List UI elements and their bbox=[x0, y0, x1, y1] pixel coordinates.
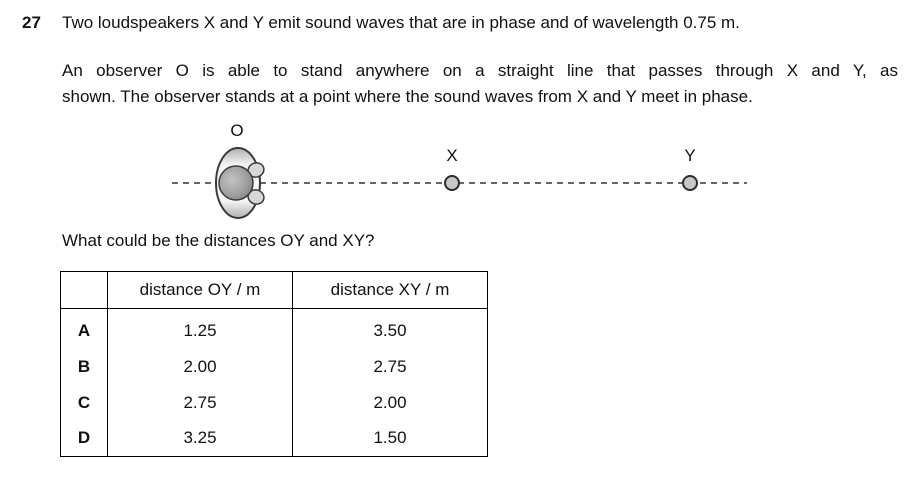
point-y-marker bbox=[683, 176, 697, 190]
table-row-option-c bbox=[61, 385, 488, 421]
question-intro-text: Two loudspeakers X and Y emit sound waves that are in phase and of wavelength 0.75 m. bbox=[62, 13, 740, 32]
table-header-row bbox=[61, 272, 488, 309]
column-header-xy: distance XY / m bbox=[293, 272, 488, 309]
option-letter-d: D bbox=[61, 421, 108, 457]
diagram-graphics bbox=[0, 118, 923, 230]
option-a-oy-value: 1.25 bbox=[108, 309, 293, 349]
question-prompt: What could be the distances OY and XY? bbox=[62, 231, 375, 250]
point-y-label: Y bbox=[684, 146, 696, 165]
question-number: 27 bbox=[22, 13, 41, 32]
option-letter-b: B bbox=[61, 349, 108, 385]
table-row-option-d bbox=[61, 421, 488, 457]
table-row-option-a bbox=[61, 309, 488, 349]
observer-icon bbox=[216, 148, 266, 218]
option-d-xy-value: 1.50 bbox=[293, 421, 488, 457]
question-body-line2: shown. The observer stands at a point where the sound waves from X and Y meet in phase. bbox=[62, 87, 753, 106]
option-c-xy-value: 2.00 bbox=[293, 385, 488, 421]
point-x-label: X bbox=[446, 146, 458, 165]
question-body-line1: An observer O is able to stand anywhere on a straight line that passes through X and Y, as bbox=[62, 61, 898, 80]
option-letter-a: A bbox=[61, 309, 108, 349]
observer-label: O bbox=[230, 121, 244, 140]
option-a-xy-value: 3.50 bbox=[293, 309, 488, 349]
point-x-marker bbox=[445, 176, 459, 190]
table-corner-cell bbox=[61, 272, 108, 309]
option-letter-c: C bbox=[61, 385, 108, 421]
option-b-xy-value: 2.75 bbox=[293, 349, 488, 385]
table-row-option-b bbox=[61, 349, 488, 385]
column-header-oy: distance OY / m bbox=[108, 272, 293, 309]
answer-options-table bbox=[60, 271, 488, 457]
option-d-oy-value: 3.25 bbox=[108, 421, 293, 457]
option-c-oy-value: 2.75 bbox=[108, 385, 293, 421]
question-body-paragraph bbox=[62, 58, 898, 110]
loudspeaker-diagram bbox=[0, 118, 923, 230]
option-b-oy-value: 2.00 bbox=[108, 349, 293, 385]
